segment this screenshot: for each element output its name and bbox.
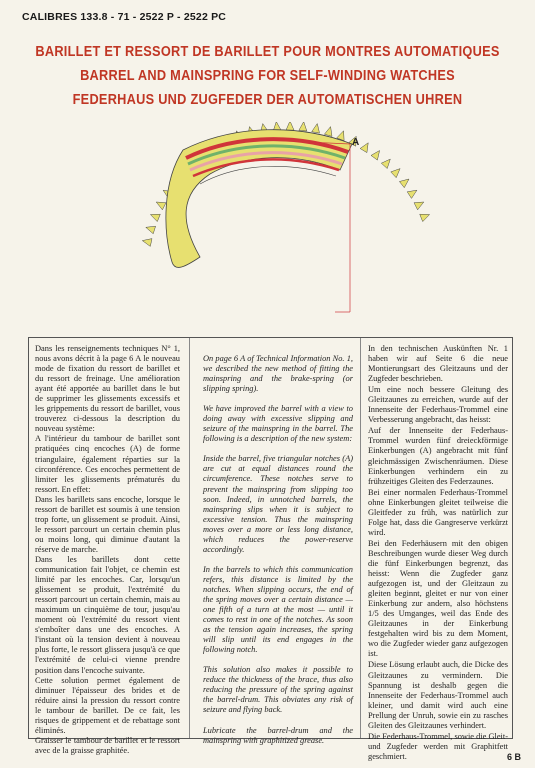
paragraph: Um eine noch bessere Gleitung des Gleitzaunes zu erreichen, wurde auf der Innenseite der Federhaus-Trommel eine Verbesserung angebracht, das heisst: xyxy=(368,385,508,425)
paragraph: Diese Lösung erlaubt auch, die Dicke des Gleitzaunes zu vermindern. Die Spannung ist deshalb gegen die Innenseite der Federhaus-Trommel auch kleiner, und damit wird auch eine Prellung der Unruh, sowie ein zu rasches Gleiten des Gleitzaunes verhindert. xyxy=(368,660,508,730)
page-number: 6 B xyxy=(506,752,521,762)
french-column xyxy=(35,344,180,756)
paragraph: We have improved the barrel with a view to doing away with excessive slipping and seizure of the mainspring in the barrel. The following is a description of the new system: xyxy=(203,404,353,444)
notch-label: A xyxy=(352,137,360,148)
title-english: BARREL AND MAINSPRING FOR SELF-WINDING WATCHES xyxy=(80,68,455,84)
gear-tooth xyxy=(360,143,368,153)
gear-tooth xyxy=(381,159,390,168)
title-french: BARILLET ET RESSORT DE BARILLET POUR MONTRES AUTOMATIQUES xyxy=(35,44,500,60)
gear-tooth xyxy=(399,179,409,188)
gear-tooth xyxy=(391,169,400,178)
paragraph: This solution also makes it possible to reduce the thickness of the brace, thus also reducing the pressure of the spring against the barrel-drum. This obviates any risk of seizure and flying back. xyxy=(203,665,353,715)
paragraph: In den technischen Auskünften Nr. 1 haben wir auf Seite 6 die neue Montierungsart des Gleitzauns und der Zugfeder beschrieben. xyxy=(368,344,508,384)
paragraph: Dans les renseignements techniques N° 1, nous avons décrit à la page 6 A le nouveau mode de fixation du ressort de barillet et du ressort de freinage. Une amélioration ayant été apportée au barillet dans le but de supprimer les glissements excessifs et les grippements du ressort de barillet, vous trouverez ci-dessous la description du nouveau système: xyxy=(35,344,180,434)
gear-tooth xyxy=(371,151,380,161)
paragraph: Dans les barillets dont cette communication fait l'objet, ce chemin est limité par les encoches. Car, lorsqu'un glissement se produit, l'extrémité du ressort parcourt un certain chemin, mais au maximum un cinquième de tour, jusqu'au moment où l'extrémité du ressort vient s'emboîter dans une des encoches. A l'instant où la tension devient à nouveau plus forte, le ressort glissera jusqu'à ce que l'extrémité de celui-ci vienne prendre position dans l'encoche suivante. xyxy=(35,554,180,675)
paragraph: Inside the barrel, five triangular notches (A) are cut at equal distances round the circumference. These notches serve to prevent the mainspring from slipping too soon. Indeed, in unnotched barrels, the mainspring slips when it is subject to excessive tension. Thus the mainspring moves over a more or less long distance, which reduces the power-reserve accordingly. xyxy=(203,454,353,554)
paragraph: Cette solution permet également de diminuer l'épaisseur des brides et de réduire ainsi la pression du ressort contre le tambour de barillet. De ce fait, les risques de grippement et de rebattage sont éliminés. xyxy=(35,675,180,735)
german-column xyxy=(368,344,508,763)
paragraph: On page 6 A of Technical Information No. 1, we described the new method of fitting the mainspring and the brake-spring (or slipping spring). xyxy=(203,354,353,394)
text-box xyxy=(28,337,513,761)
calibre-header: CALIBRES 133.8 - 71 - 2522 P - 2522 PC xyxy=(22,11,227,23)
gear-tooth xyxy=(407,190,417,198)
paragraph: In the barrels to which this communication refers, this distance is limited by the notches. When slipping occurs, the end of the spring moves over a certain distance — one fifth of a turn at the most — until it comes to rest in one of the notches. As soon as the tension again increases, the spring will slip until its end engages in the following notch. xyxy=(203,564,353,655)
gear-tooth xyxy=(414,202,424,210)
paragraph: Graisser le tambour de barillet et le ressort avec de la graisse graphitée. xyxy=(35,735,180,755)
gear-tooth xyxy=(150,214,160,221)
paragraph: Bei einer normalen Federhaus-Trommel ohne Einkerbungen gleitet teilweise die Gleitfeder zu früh, was natürlich zur Folge hat, dass die Gangreserve verkürzt wird. xyxy=(368,487,508,537)
english-column xyxy=(203,354,353,756)
gear-tooth xyxy=(146,226,156,234)
gear-tooth xyxy=(156,202,166,210)
gear-tooth xyxy=(286,122,294,130)
paragraph: A l'intérieur du tambour de barillet sont pratiquées cinq encoches (A) de forme triangulaire, également réparties sur la circonférence. Ces encoches permettent de limiter les glissements prématurés du ressort. En effet: xyxy=(35,434,180,494)
gear-tooth xyxy=(299,122,307,131)
gear-tooth xyxy=(312,124,320,134)
paragraph: Dans les barillets sans encoche, lorsque le ressort de barillet est soumis à une tension trop forte, un glissement se produit. Ainsi, le ressort parcourt un certain chemin plus ou moins long, qui diminue d'autant la réserve de marche. xyxy=(35,494,180,554)
paragraph: Lubricate the barrel-drum and the mainspring with graphitized grease. xyxy=(203,725,353,745)
gear-tooth xyxy=(142,239,152,247)
gear-tooth xyxy=(324,127,332,137)
column-divider xyxy=(189,338,190,738)
column-divider xyxy=(360,338,361,738)
barrel-illustration xyxy=(0,122,535,332)
paragraph: Bei den Federhäusern mit den obigen Beschreibungen wurde dieser Weg durch die fünf Einkerbungen begrenzt, das heisst: Wenn die Zugfeder ganz aufgezogen ist, und der Gleitzaun zu gleiten beginnt, gleitet er nur von einer Einkerbung zur andern, also höchstens 1/5 des Umganges, weil das Ende des Gleitzaunes in der Einkerbung festgehalten wird bis zu dem Moment, wo die Zugfeder wieder ganz aufgezogen ist. xyxy=(368,538,508,659)
paragraph: Die Federhaus-Trommel, sowie die Gleit- und Zugfeder werden mit Graphitfett geschmiert. xyxy=(368,731,508,761)
title-block xyxy=(32,40,503,112)
title-german: FEDERHAUS UND ZUGFEDER DER AUTOMATISCHEN UHREN xyxy=(72,92,463,108)
paragraph: Auf der Innenseite der Federhaus-Trommel wurden fünf dreieckförmige Einkerbungen (A) angebracht mit fünf gleichmässigen Zwischenräumen. Diese Einkerbungen verhindern ein zu frühzeitiges Gleiten des Federzaunes. xyxy=(368,426,508,486)
gear-tooth xyxy=(420,214,430,221)
